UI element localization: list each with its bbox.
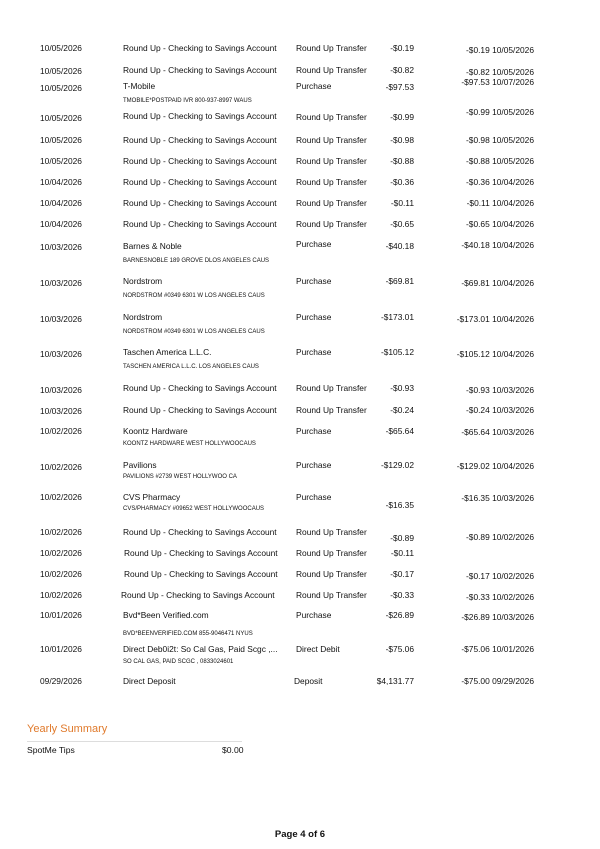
txn-description: Round Up - Checking to Savings Account [123, 111, 277, 121]
txn-date: 10/03/2026 [40, 242, 82, 252]
txn-merchant-detail: BARNESNOBLE 189 GROVE DLOS ANGELES CAUS [123, 258, 270, 264]
txn-amount: -$0.65 [390, 219, 414, 229]
txn-balance: -$0.99 10/05/2026 [466, 107, 534, 117]
txn-date: 10/02/2026 [40, 590, 82, 600]
txn-type: Round Up Transfer [296, 219, 367, 229]
txn-balance: -$0.24 10/03/2026 [466, 405, 534, 415]
txn-amount: -$129.02 [380, 460, 414, 470]
txn-amount: -$0.89 [390, 533, 414, 543]
txn-description: Round Up - Checking to Savings Account [123, 43, 277, 53]
txn-description: Nordstrom [123, 312, 163, 322]
txn-date: 10/02/2026 [40, 492, 82, 502]
txn-merchant-detail: BVD*BEENVERIFIED.COM 855-9046471 NYUS [123, 631, 253, 637]
txn-amount: -$0.11 [390, 198, 414, 208]
txn-date: 10/02/2026 [40, 462, 82, 472]
txn-type: Purchase [296, 426, 332, 436]
txn-amount: -$0.98 [390, 135, 414, 145]
txn-merchant-detail: KOONTZ HARDWARE WEST HOLLYWOOCAUS [123, 441, 256, 447]
txn-amount: -$105.12 [380, 347, 414, 357]
txn-balance: -$75.00 09/29/2026 [461, 676, 534, 686]
summary-divider [27, 741, 242, 742]
txn-type: Purchase [296, 347, 332, 357]
txn-date: 10/05/2026 [40, 113, 82, 123]
txn-amount: $4,131.77 [376, 676, 414, 686]
txn-amount: -$0.24 [390, 405, 414, 415]
txn-date: 10/05/2026 [40, 66, 82, 76]
txn-type: Round Up Transfer [296, 405, 367, 415]
txn-type: Round Up Transfer [296, 527, 367, 537]
txn-balance: -$173.01 10/04/2026 [456, 314, 534, 324]
txn-description: Round Up - Checking to Savings Account [123, 65, 277, 75]
txn-balance: -$129.02 10/04/2026 [456, 461, 534, 471]
txn-date: 10/03/2026 [40, 314, 82, 324]
txn-date: 10/04/2026 [40, 198, 82, 208]
txn-description: Round Up - Checking to Savings Account [124, 548, 278, 558]
txn-type: Deposit [294, 676, 323, 686]
txn-date: 10/02/2026 [40, 569, 82, 579]
txn-date: 10/05/2026 [40, 135, 82, 145]
txn-amount: -$40.18 [385, 241, 414, 251]
txn-amount: -$0.93 [390, 383, 414, 393]
txn-balance: -$0.82 10/05/2026 [466, 67, 534, 77]
txn-description: Round Up - Checking to Savings Account [124, 569, 278, 579]
txn-balance: -$0.89 10/02/2026 [466, 532, 534, 542]
txn-description: Round Up - Checking to Savings Account [123, 383, 277, 393]
txn-date: 10/03/2026 [40, 406, 82, 416]
txn-balance: -$0.19 10/05/2026 [466, 45, 534, 55]
txn-amount: -$173.01 [380, 312, 414, 322]
txn-type: Purchase [296, 492, 332, 502]
txn-amount: -$16.35 [385, 500, 414, 510]
txn-balance: -$16.35 10/03/2026 [461, 493, 534, 503]
txn-type: Direct Debit [296, 644, 340, 654]
txn-description: Round Up - Checking to Savings Account [123, 177, 277, 187]
txn-balance: -$0.36 10/04/2026 [466, 177, 534, 187]
txn-type: Purchase [296, 276, 332, 286]
txn-type: Purchase [296, 312, 332, 322]
txn-description: Koontz Hardware [123, 426, 188, 436]
txn-description: Taschen America L.L.C. [123, 347, 212, 357]
txn-description: Bvd*Been Verified.com [123, 610, 209, 620]
txn-type: Round Up Transfer [296, 198, 367, 208]
txn-amount: -$75.06 [385, 644, 414, 654]
txn-balance: -$75.06 10/01/2026 [461, 644, 534, 654]
txn-type: Purchase [296, 460, 332, 470]
txn-date: 10/03/2026 [40, 349, 82, 359]
txn-date: 10/03/2026 [40, 385, 82, 395]
txn-type: Purchase [296, 81, 332, 91]
txn-amount: -$65.64 [385, 426, 414, 436]
txn-description: T-Mobile [123, 81, 156, 91]
txn-balance: -$0.65 10/04/2026 [466, 219, 534, 229]
txn-amount: -$26.89 [385, 610, 414, 620]
txn-description: Round Up - Checking to Savings Account [123, 156, 277, 166]
txn-balance: -$26.89 10/03/2026 [461, 612, 534, 622]
txn-date: 10/05/2026 [40, 83, 82, 93]
txn-merchant-detail: SO CAL GAS, PAID SCGC , 0833024601 [123, 659, 234, 665]
txn-balance: -$69.81 10/04/2026 [461, 278, 534, 288]
txn-date: 10/03/2026 [40, 278, 82, 288]
txn-balance: -$97.53 10/07/2026 [461, 77, 534, 87]
txn-description: Direct Deb0i2t: So Cal Gas, Paid Scgc ,... [123, 644, 278, 654]
txn-description: CVS Pharmacy [123, 492, 181, 502]
txn-description: Round Up - Checking to Savings Account [123, 405, 277, 415]
txn-description: Round Up - Checking to Savings Account [123, 527, 277, 537]
txn-date: 10/04/2026 [40, 177, 82, 187]
txn-type: Round Up Transfer [296, 177, 367, 187]
txn-date: 10/01/2026 [40, 644, 82, 654]
txn-balance: -$65.64 10/03/2026 [461, 427, 534, 437]
txn-balance: -$0.33 10/02/2026 [466, 592, 534, 602]
txn-balance: -$0.98 10/05/2026 [466, 135, 534, 145]
txn-date: 10/04/2026 [40, 219, 82, 229]
txn-type: Round Up Transfer [296, 43, 367, 53]
txn-date: 10/05/2026 [40, 43, 82, 53]
txn-balance: -$0.11 10/04/2026 [466, 198, 534, 208]
txn-description: Direct Deposit [123, 676, 176, 686]
txn-description: Pavilions [123, 460, 157, 470]
txn-date: 10/02/2026 [40, 527, 82, 537]
txn-type: Round Up Transfer [296, 383, 367, 393]
txn-balance: -$0.93 10/03/2026 [466, 385, 534, 395]
txn-merchant-detail: NORDSTROM #0349 6301 W LOS ANGELES CAUS [123, 293, 265, 299]
txn-type: Round Up Transfer [296, 548, 367, 558]
txn-amount: -$0.36 [390, 177, 414, 187]
txn-merchant-detail: NORDSTROM #0349 6301 W LOS ANGELES CAUS [123, 329, 265, 335]
txn-merchant-detail: TMOBILE*POSTPAID IVR 800-937-8997 WAUS [123, 98, 252, 104]
txn-amount: -$0.99 [390, 112, 414, 122]
txn-description: Round Up - Checking to Savings Account [123, 135, 277, 145]
txn-type: Round Up Transfer [296, 590, 367, 600]
txn-amount: -$0.17 [390, 569, 414, 579]
txn-type: Round Up Transfer [296, 135, 367, 145]
txn-amount: -$69.81 [385, 276, 414, 286]
txn-date: 09/29/2026 [40, 676, 82, 686]
txn-description: Round Up - Checking to Savings Account [123, 198, 277, 208]
txn-balance: -$40.18 10/04/2026 [461, 240, 534, 250]
txn-amount: -$97.53 [385, 82, 414, 92]
txn-amount: -$0.11 [390, 548, 414, 558]
txn-amount: -$0.33 [390, 590, 414, 600]
txn-amount: -$0.82 [390, 65, 414, 75]
txn-description: Nordstrom [123, 276, 163, 286]
txn-date: 10/05/2026 [40, 156, 82, 166]
txn-description: Round Up - Checking to Savings Account [123, 219, 277, 229]
txn-balance: -$105.12 10/04/2026 [456, 349, 534, 359]
txn-merchant-detail: CVS/PHARMACY #09652 WEST HOLLYWOOCAUS [123, 506, 265, 512]
txn-amount: -$0.88 [390, 156, 414, 166]
yearly-summary-title: Yearly Summary [27, 723, 108, 735]
txn-description: Round Up - Checking to Savings Account [121, 590, 275, 600]
txn-type: Round Up Transfer [296, 569, 367, 579]
txn-balance: -$0.17 10/02/2026 [466, 571, 534, 581]
page-number: Page 4 of 6 [274, 829, 326, 840]
summary-label: SpotMe Tips [27, 745, 75, 755]
txn-type: Purchase [296, 610, 332, 620]
txn-type: Round Up Transfer [296, 112, 367, 122]
txn-date: 10/02/2026 [40, 426, 82, 436]
txn-merchant-detail: TASCHEN AMERICA L.L.C. LOS ANGELES CAUS [123, 364, 259, 370]
txn-type: Round Up Transfer [296, 65, 367, 75]
txn-amount: -$0.19 [390, 43, 414, 53]
txn-date: 10/01/2026 [40, 610, 82, 620]
txn-description: Barnes & Noble [123, 241, 182, 251]
txn-type: Purchase [296, 239, 332, 249]
txn-type: Round Up Transfer [296, 156, 367, 166]
txn-merchant-detail: PAVILIONS #2739 WEST HOLLYWOO CA [123, 474, 237, 480]
txn-date: 10/02/2026 [40, 548, 82, 558]
summary-value: $0.00 [222, 745, 244, 755]
txn-balance: -$0.88 10/05/2026 [466, 156, 534, 166]
